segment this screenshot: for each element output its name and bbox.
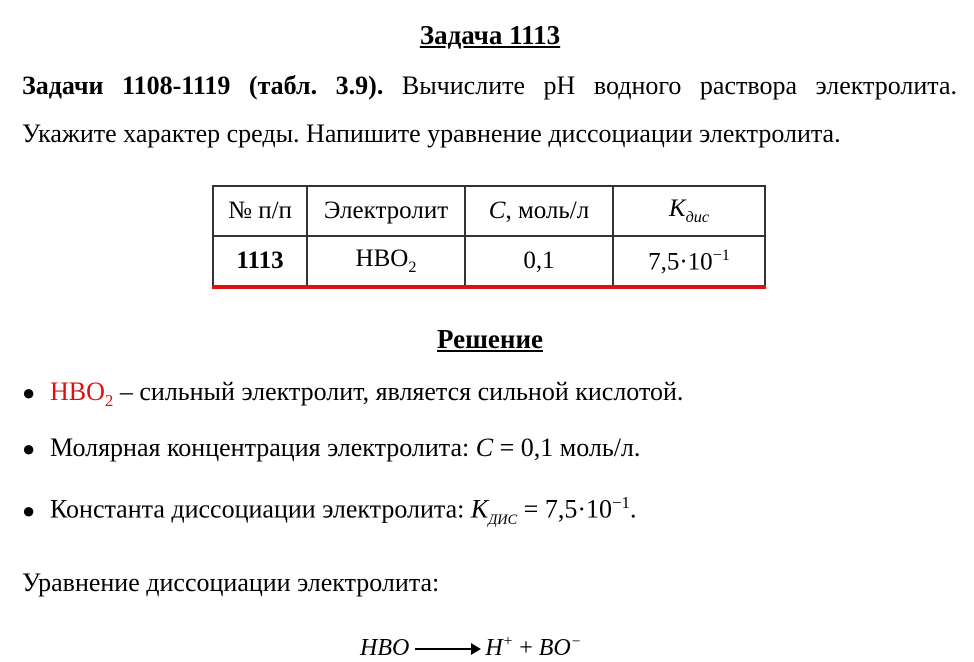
solution-title: Решение — [437, 324, 543, 354]
k-value: = 7,5·10 — [517, 494, 612, 524]
equation-heading: Уравнение диссоциации электролита: — [22, 568, 440, 597]
k-symbol: K — [668, 195, 686, 222]
table-row — [213, 236, 765, 287]
header-k-dis — [613, 186, 765, 236]
eq-right1-sup: + — [502, 633, 514, 650]
bullet-formula: HBO — [50, 377, 105, 406]
k-exponent: −1 — [612, 493, 630, 512]
task-title: Задача 1113 — [419, 20, 561, 50]
cell-concentration: 0,1 — [465, 236, 613, 287]
conc-value: = 0,1 моль/л. — [493, 433, 641, 462]
task-text-line1 — [22, 71, 957, 101]
bullet-formula-sub: 2 — [104, 391, 114, 411]
bullet-text: – сильный электролит, является сильной кислотой. — [113, 377, 684, 406]
data-table — [212, 185, 766, 289]
task-text-line2: Укажите характер среды. Напишите уравнение диссоциации электролита. — [22, 119, 841, 148]
k-symbol: K — [470, 494, 489, 524]
formula-sub: 2 — [408, 258, 417, 276]
header-concentration — [465, 186, 613, 236]
bullet-icon: ● — [22, 380, 36, 405]
conc-symbol: C — [475, 433, 494, 462]
conc-symbol: C — [488, 197, 506, 224]
table-header-row — [213, 186, 765, 236]
eq-right1: H — [485, 635, 503, 661]
header-electrolyte: Электролит — [307, 186, 465, 236]
formula-main: HBO — [355, 245, 409, 272]
conc-unit: , моль/л — [505, 197, 590, 224]
bullet-item-concentration — [22, 433, 640, 463]
task-text-part: Вычислите pH водного раствора электролита. — [383, 71, 957, 100]
k-subscript: дис — [685, 208, 710, 226]
k-exponent: −1 — [712, 245, 730, 264]
cell-electrolyte — [307, 236, 465, 287]
eq-right2-sup: − — [570, 633, 582, 650]
bullet-text: Молярная концентрация электролита: — [50, 433, 476, 462]
bullet-item-constant — [22, 493, 636, 529]
eq-left: HBO — [360, 635, 410, 661]
k-mantissa: 7,5·10 — [648, 248, 713, 276]
bullet-icon: ● — [22, 436, 36, 461]
eq-right2: BO — [538, 635, 571, 661]
bullet-text: Константа диссоциации электролита: — [50, 494, 471, 524]
arrow-icon — [415, 648, 479, 650]
bullet-item-strength — [22, 377, 683, 411]
k-subscript: ДИС — [488, 511, 518, 528]
header-num: № п/п — [213, 186, 307, 236]
eq-plus: + — [513, 635, 539, 661]
k-end: . — [629, 494, 637, 524]
task-bold-intro: Задачи 1108-1119 (табл. 3.9). — [22, 71, 384, 100]
cell-num: 1113 — [213, 236, 307, 287]
dissociation-equation — [360, 633, 581, 662]
bullet-icon: ● — [22, 497, 36, 523]
cell-k-dis — [613, 236, 765, 287]
